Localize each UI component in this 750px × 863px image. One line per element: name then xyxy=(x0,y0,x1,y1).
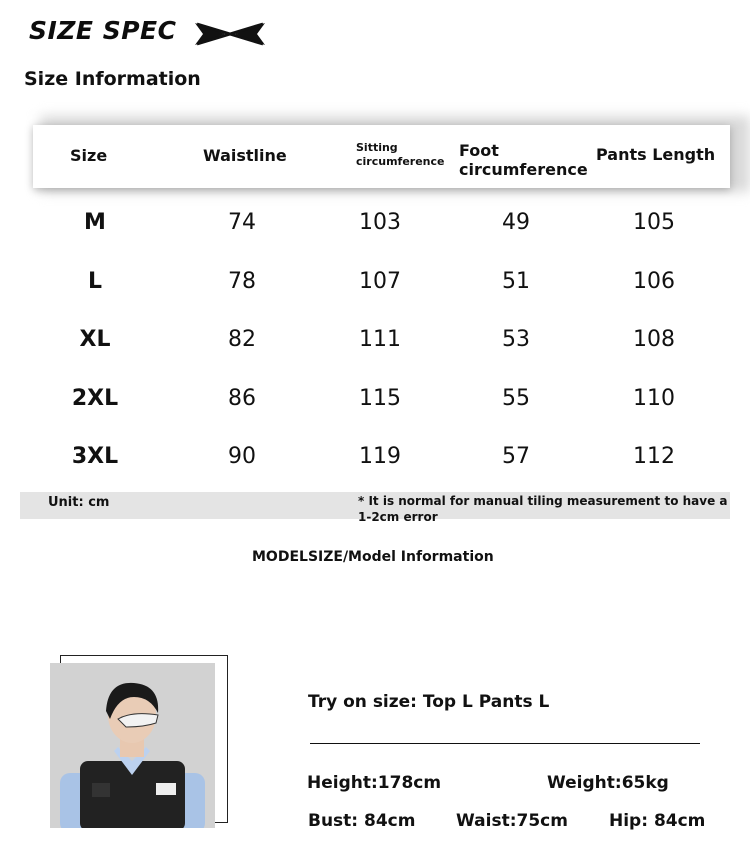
cell-pants-length: 112 xyxy=(633,444,675,469)
model-section-title: MODELSIZE/Model Information xyxy=(252,549,494,565)
cell-foot: 49 xyxy=(502,210,530,235)
column-header-pants-length: Pants Length xyxy=(596,145,716,164)
cell-waistline: 82 xyxy=(228,327,256,352)
cell-pants-length: 110 xyxy=(633,386,675,411)
column-header-size: Size xyxy=(70,146,108,165)
measurement-note: * It is normal for manual tiling measurement to have a 1-2cm error xyxy=(358,494,728,524)
cell-waistline: 86 xyxy=(228,386,256,411)
divider xyxy=(310,743,700,744)
section-subtitle: Size Information xyxy=(24,68,201,90)
column-header-waistline: Waistline xyxy=(203,146,287,165)
model-illustration xyxy=(50,663,215,828)
cell-size: 3XL xyxy=(71,444,119,469)
try-on-size: Try on size: Top L Pants L xyxy=(308,692,550,712)
cell-foot: 51 xyxy=(502,269,530,294)
model-photo xyxy=(50,663,215,828)
cell-sitting: 107 xyxy=(359,269,401,294)
cell-pants-length: 108 xyxy=(633,327,675,352)
cell-size: M xyxy=(84,210,106,235)
cross-logo-icon xyxy=(195,21,265,47)
cell-waistline: 74 xyxy=(228,210,256,235)
cell-sitting: 111 xyxy=(359,327,401,352)
unit-label: Unit: cm xyxy=(48,495,110,510)
cell-size: L xyxy=(87,269,103,294)
cell-pants-length: 105 xyxy=(633,210,675,235)
model-height: Height:178cm xyxy=(307,773,442,793)
cell-foot: 55 xyxy=(502,386,530,411)
cell-waistline: 90 xyxy=(228,444,256,469)
model-hip: Hip: 84cm xyxy=(609,811,706,831)
cell-foot: 57 xyxy=(502,444,530,469)
column-header-foot: Foot circumference xyxy=(459,141,588,179)
model-bust: Bust: 84cm xyxy=(308,811,416,831)
column-header-sitting: Sitting circumference xyxy=(356,141,445,168)
cell-waistline: 78 xyxy=(228,269,256,294)
cell-size: 2XL xyxy=(71,386,119,411)
cell-size: XL xyxy=(79,327,111,352)
cell-foot: 53 xyxy=(502,327,530,352)
cell-sitting: 119 xyxy=(359,444,401,469)
cell-sitting: 103 xyxy=(359,210,401,235)
cell-sitting: 115 xyxy=(359,386,401,411)
model-waist: Waist:75cm xyxy=(456,811,568,831)
page-title: SIZE SPEC xyxy=(29,16,177,45)
cell-pants-length: 106 xyxy=(633,269,675,294)
model-weight: Weight:65kg xyxy=(547,773,669,793)
